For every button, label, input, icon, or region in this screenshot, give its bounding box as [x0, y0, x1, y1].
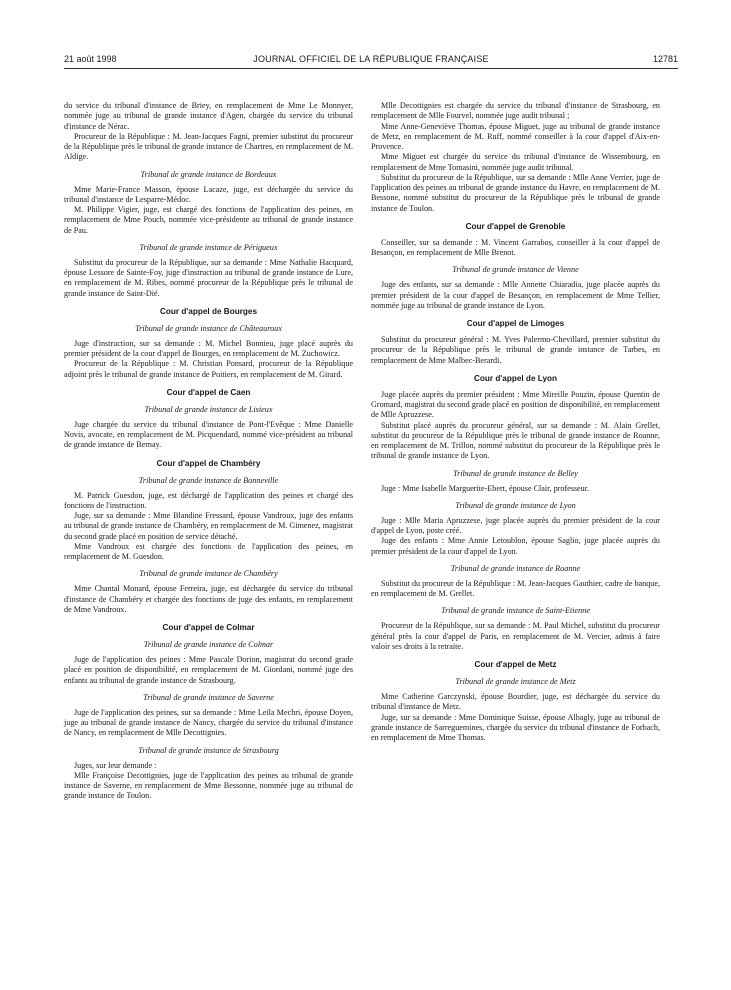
- paragraph: M. Philippe Vigier, juge, est chargé des fonctions de l'application des peines, en remplacement de Mme Pouch, nommée vice-présidente au tribunal de grande instance de Pau.: [64, 205, 353, 235]
- paragraph: Mme Marie-France Masson, épouse Lacaze, juge, est déchargée du service du tribunal d'instance de Lesparre-Médoc.: [64, 184, 353, 204]
- paragraph: Juge de l'application des peines, sur sa demande : Mme Leila Mechri, épouse Doyen, juge au tribunal de grande instance de Nancy, chargée du service du tribunal d'instance de Nancy, en remplacement de Mlle Decottignies.: [64, 707, 353, 738]
- paragraph: Substitut du procureur de la République : M. Jean-Jacques Gauthier, cadre de banque, en remplacement de M. Grellet.: [371, 578, 660, 598]
- paragraph: Mme Chantal Monard, épouse Ferreira, juge, est déchargée du service du tribunal d'instance de Chambéry et chargée des fonctions de juge des enfants, en remplacement de Mme Vandroux.: [64, 584, 353, 614]
- court-heading: Cour d'appel de Metz: [474, 660, 557, 669]
- paragraph: Juge des enfants, sur sa demande : Mlle Annette Chiaradia, juge placée auprès du premier président de la cour d'appel de Besançon, en remplacement de Mme Tellier, nommée juge au tribunal de grande instance de Lyon.: [371, 280, 660, 310]
- paragraph: Juge : Mme Isabelle Marguerite-Ebert, épouse Clair, professeur.: [381, 483, 589, 493]
- page-number: 12781: [652, 54, 678, 64]
- tribunal-heading: Tribunal de grande instance de Metz: [455, 677, 576, 686]
- left-column: [64, 101, 353, 802]
- tribunal-heading: Tribunal de grande instance de Châteauroux: [135, 323, 282, 333]
- journal-title: JOURNAL OFFICIEL DE LA RÉPUBLIQUE FRANÇAISE: [253, 54, 489, 64]
- paragraph: Mme Anne-Geneviève Thomas, épouse Miguet, juge au tribunal de grande instance de Metz, en remplacement de M. Ruff, nommé conseiller à la cour d'appel d'Aix-en-Provence.: [371, 121, 660, 151]
- tribunal-heading: Tribunal de grande instance de Bonneville: [138, 475, 279, 485]
- tribunal-heading: Tribunal de grande instance de Chambéry: [139, 569, 278, 579]
- header-rule: [64, 68, 678, 69]
- tribunal-heading: Tribunal de grande instance de Lisieux: [144, 404, 273, 414]
- paragraph: du service du tribunal d'instance de Briey, en remplacement de Mme Le Monnyer, nommée juge au tribunal de grande instance d'Agen, chargée du service du tribunal d'instance de Nérac.: [64, 101, 353, 131]
- court-heading: Cour d'appel de Limoges: [466, 319, 565, 328]
- tribunal-heading: Tribunal de grande instance de Saint-Etienne: [441, 606, 590, 616]
- paragraph: Mlle Decottignies est chargée du service du tribunal d'instance de Strasbourg, en remplacement de Mlle Fourvel, nommée juge audit tribunal ;: [371, 101, 660, 121]
- tribunal-heading: Tribunal de grande instance de Bordeaux: [140, 169, 277, 179]
- page-header: [64, 54, 678, 68]
- paragraph: Substitut du procureur de la République, sur sa demande : Mlle Anne Verrier, juge de l'application des peines au tribunal de grande instance du Havre, en remplacement de M. Bessone, nommé substitut du procureur de la République près le tribunal de grande instance de Toulon.: [371, 172, 660, 213]
- tribunal-heading: Tribunal de grande instance de Saverne: [143, 692, 274, 702]
- right-column: [371, 101, 660, 743]
- court-heading: Cour d'appel de Colmar: [162, 623, 255, 632]
- paragraph: Mme Catherine Garczynski, épouse Bourdier, juge, est déchargée du service du tribunal d'instance de Metz.: [371, 692, 660, 712]
- paragraph: Juge : Mlle Maria Apruzzese, juge placée auprès du premier président de la cour d'appel de Lyon, poste créé.: [371, 515, 660, 535]
- paragraph: Procureur de la République : M. Jean-Jacques Fagni, premier substitut du procureur de la République près le tribunal de grande instance de Chartres, en remplacement de M. Aldige.: [64, 131, 353, 162]
- paragraph: Juge d'instruction, sur sa demande : M. Michel Bonnieu, juge placé auprès du premier président de la cour d'appel de Bourges, en remplacement de M. Zuchowicz.: [64, 338, 353, 358]
- paragraph: Juge des enfants : Mme Annie Letoublon, épouse Saglio, juge placée auprès du premier président de la cour d'appel de Lyon.: [371, 536, 660, 556]
- paragraph: Juge de l'application des peines : Mme Pascale Dorion, magistrat du second grade placé en position de disponibilité, en remplacement de M. Giordani, nommé juge des enfants au tribunal de grande instance de Strasbourg.: [64, 655, 353, 685]
- tribunal-heading: Tribunal de grande instance de Périgueux: [139, 242, 278, 252]
- tribunal-heading: Tribunal de grande instance de Belley: [453, 468, 578, 478]
- paragraph: Mlle Françoise Decottignies, juge de l'application des peines au tribunal de grande instance de Saverne, en remplacement de Mme Bessonne, nommée juge au tribunal de grande instance de Toulon.: [64, 770, 353, 801]
- paragraph: Juge chargée du service du tribunal d'instance de Pont-l'Evêque : Mme Danielle Novis, avocate, en remplacement de M. Picquendard, nommé vice-président au tribunal de grande instance de Bernay.: [64, 419, 353, 450]
- paragraph: Juge placée auprès du premier président : Mme Mireille Pouzin, épouse Quentin de Gromard, magistrat du second grade placé en position de disponibilité, en remplacement de Mlle Apruzzese.: [371, 389, 660, 420]
- paragraph: Procureur de la République, sur sa demande : M. Paul Michel, substitut du procureur général près la cour d'appel de Paris, en remplacement de M. Vercier, admis à faire valoir ses droits à la retraite.: [371, 621, 660, 651]
- paragraph: Substitut placé auprès du procureur général, sur sa demande : M. Alain Grellet, substitut du procureur de la République près le tribunal de grande instance de Roanne, en remplacement de M. Trillon, nommé substitut du procureur de la République près le tribunal de grande instance de Lyon.: [371, 420, 660, 461]
- tribunal-heading: Tribunal de grande instance de Lyon: [455, 500, 576, 510]
- paragraph: Mme Miguet est chargée du service du tribunal d'instance de Wissembourg, en remplacement de Mme Tomasini, nommée juge audit tribunal.: [371, 152, 660, 172]
- tribunal-heading: Tribunal de grande instance de Vienne: [452, 265, 579, 275]
- paragraph: Mme Vandroux est chargée des fonctions de l'application des peines, en remplacement de M. Guesdon.: [64, 541, 353, 561]
- tribunal-heading: Tribunal de grande instance de Roanne: [450, 563, 581, 573]
- court-heading: Cour d'appel de Grenoble: [465, 221, 566, 231]
- court-heading: Cour d'appel de Lyon: [473, 373, 558, 383]
- paragraph: Juge, sur sa demande : Mme Dominique Suisse, épouse Albagly, juge au tribunal de grande instance de Sarreguemines, chargée du service du tribunal d'instance de Forbach, en remplacement de Mme Thomas.: [371, 712, 660, 742]
- paragraph: M. Patrick Guesdon, juge, est déchargé de l'application des peines et chargé des fonctions de l'instruction.: [64, 490, 353, 510]
- paragraph: Juge, sur sa demande : Mme Blandine Fressard, épouse Vandroux, juge des enfants au tribunal de grande instance de Chambéry, en remplacement de M. Gimenez, magistrat du second grade placé en position de service détaché.: [64, 511, 353, 541]
- header-date: 21 août 1998: [64, 54, 117, 64]
- court-heading: Cour d'appel de Caen: [166, 387, 251, 397]
- paragraph: Conseiller, sur sa demande : M. Vincent Garrabos, conseiller à la cour d'appel de Besançon, en remplacement de Mlle Brenot.: [371, 237, 660, 257]
- tribunal-heading: Tribunal de grande instance de Strasbourg: [138, 745, 279, 755]
- paragraph: Substitut du procureur général : M. Yves Palermo-Chevillard, premier substitut du procureur de la République près le tribunal de grande instance de Tarbes, en remplacement de Mme Malbec-Berardi.: [371, 335, 660, 365]
- paragraph: Substitut du procureur de la République, sur sa demande : Mme Nathalie Hacquard, épouse Lessore de Sainte-Foy, juge d'instruction au tribunal de grande instance de Lure, en remplacement de M. Ribes, nommé procureur de la République près le tribunal de grande instance de Saint-Dié.: [64, 257, 353, 298]
- paragraph: Procureur de la République : M. Christian Ponsard, procureur de la République adjoint près le tribunal de grande instance de Poitiers, en remplacement de M. Girard.: [64, 359, 353, 379]
- paragraph: Juges, sur leur demande :: [74, 760, 157, 770]
- court-heading: Cour d'appel de Chambéry: [156, 458, 261, 468]
- tribunal-heading: Tribunal de grande instance de Colmar: [143, 640, 274, 649]
- court-heading: Cour d'appel de Bourges: [159, 306, 258, 316]
